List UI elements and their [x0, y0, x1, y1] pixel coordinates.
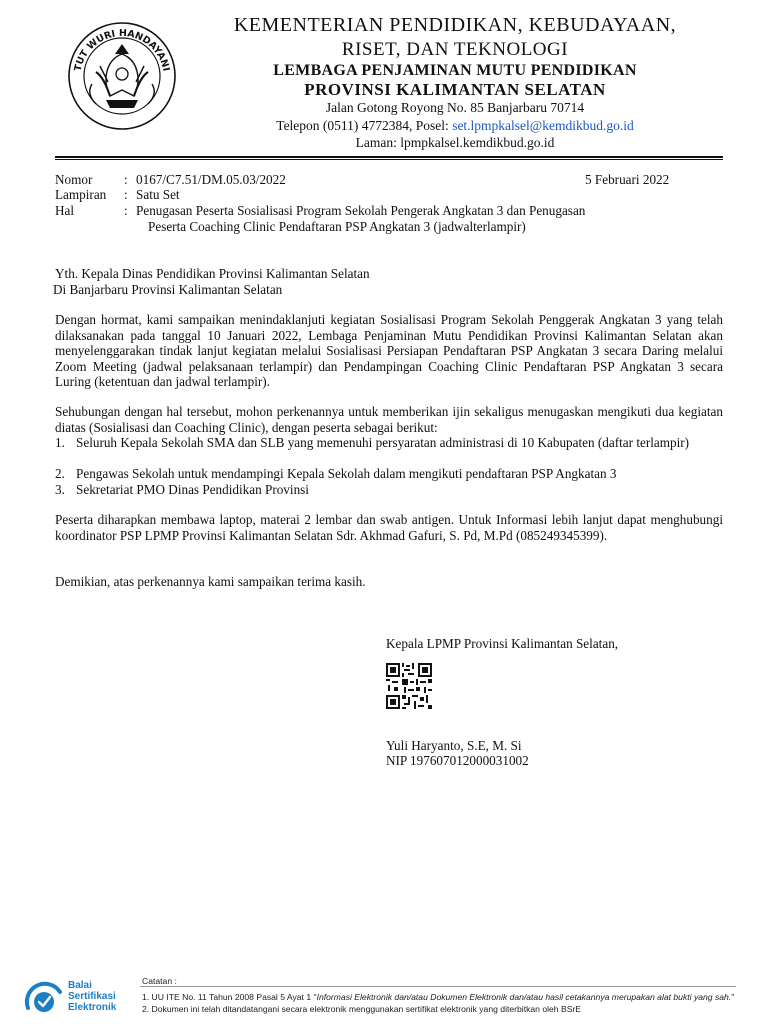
- list-number-1: 1.: [55, 435, 65, 450]
- nomor-value: 0167/C7.51/DM.05.03/2022: [136, 172, 286, 187]
- recipient-line2: Di Banjarbaru Provinsi Kalimantan Selatan: [53, 282, 283, 297]
- bsre-line1: Balai: [68, 980, 92, 991]
- bsre-logo-icon: [22, 978, 66, 1018]
- body-paragraph-1: Dengan hormat, kami sampaikan menindaklanjuti kegiatan Sosialisasi Program Sekolah Penggerak Angkatan 3 yang telah dilaksanakan pada tanggal 10 Januari 2022, Lembaga Penjaminan Mutu Pendidikan Provinsi Kalimantan Selatan akan menyelenggarakan tindak lanjut kegiatan melalui Sosialisasi Persiapan Pendaftaran PSP Angkatan 3 secara Daring melalui Zoom Meeting (jadwal pelaksanaan terlampir) dan Pendampingan Coaching Clinic Pendaftaran PSP Angkatan 3 secara Luring (ketentuan dan jadwal terlampir).: [55, 312, 723, 389]
- footer-note-1-prefix: 1. UU ITE No. 11 Tahun 2008 Pasal 5 Ayat 1 ": [142, 992, 317, 1002]
- contact-line: [190, 118, 720, 134]
- recipient-line1: Yth. Kepala Dinas Pendidikan Provinsi Kalimantan Selatan: [55, 266, 370, 281]
- province-name: PROVINSI KALIMANTAN SELATAN: [304, 80, 606, 99]
- list-number-3: 3.: [55, 482, 65, 497]
- signatory-nip: NIP 197607012000031002: [386, 753, 529, 768]
- footer-catatan: Catatan :: [142, 976, 177, 986]
- logo-motto: TUT WURI HANDAYANI: [72, 27, 172, 73]
- list-item-1: Seluruh Kepala Sekolah SMA dan SLB yang memenuhi persyaratan administrasi di 10 Kabupaten (daftar terlampir): [76, 435, 690, 450]
- address: Jalan Gotong Royong No. 85 Banjarbaru 70714: [325, 100, 585, 115]
- body-paragraph-3: Peserta diharapkan membawa laptop, materai 2 lembar dan swab antigen. Untuk Informasi lebih lanjut dapat menghubungi koordinator PSP LPMP Provinsi Kalimantan Selatan Sdr. Akhmad Gafuri, S. Pd, M.Pd (085249345399).: [55, 512, 723, 543]
- hal-label: Hal: [55, 203, 75, 218]
- lampiran-colon: :: [124, 187, 128, 202]
- phone-text: Telepon (0511) 4772384, Posel:: [276, 118, 453, 133]
- list-item-3: Sekretariat PMO Dinas Pendidikan Provinsi: [76, 482, 309, 497]
- body-paragraph-2: Sehubungan dengan hal tersebut, mohon perkenannya untuk memberikan ijin sekaligus menugaskan mengikuti dua kegiatan diatas (Sosialisasi dan Coaching Clinic), dengan peserta sebagai berikut:: [55, 404, 723, 435]
- footer-note-2: 2. Dokumen ini telah ditandatangani secara elektronik menggunakan sertifikat elektronik yang diterbitkan oleh BSrE: [142, 1004, 582, 1014]
- bsre-wordmark: [68, 980, 116, 1013]
- nomor-colon: :: [124, 172, 128, 187]
- bsre-line3: Elektronik: [68, 1002, 117, 1013]
- letter-date: 5 Februari 2022: [585, 172, 670, 187]
- ministry-name-line2: RISET, DAN TEKNOLOGI: [341, 39, 569, 60]
- footer-rule: [140, 986, 736, 987]
- website-line: Laman: lpmpkalsel.kemdikbud.go.id: [355, 135, 555, 150]
- lampiran-label: Lampiran: [55, 187, 107, 202]
- hal-value-line1: Penugasan Peserta Sosialisasi Program Sekolah Pengerak Angkatan 3 dan Penugasan: [136, 203, 586, 218]
- letterhead-rule-thick: [55, 156, 723, 158]
- qr-code-icon: [386, 663, 432, 709]
- footer-note-1: [142, 992, 734, 1002]
- signatory-name: Yuli Haryanto, S.E, M. Si: [386, 738, 522, 753]
- footer-note-1-suffix: ": [731, 992, 735, 1002]
- body-paragraph-4: Demikian, atas perkenannya kami sampaikan terima kasih.: [55, 574, 366, 589]
- ministry-name-line1: KEMENTERIAN PENDIDIKAN, KEBUDAYAAN,: [233, 14, 677, 36]
- list-number-2: 2.: [55, 466, 65, 481]
- signatory-title: Kepala LPMP Provinsi Kalimantan Selatan,: [386, 636, 619, 651]
- lampiran-value: Satu Set: [136, 187, 180, 202]
- hal-colon: :: [124, 203, 128, 218]
- tut-wuri-handayani-logo-icon: [66, 20, 178, 132]
- nomor-label: Nomor: [55, 172, 93, 187]
- list-item-2: Pengawas Sekolah untuk mendampingi Kepala Sekolah dalam mengikuti pendaftaran PSP Angkatan 3: [76, 466, 617, 481]
- letterhead-rule-thin: [55, 159, 723, 160]
- footer-note-1-quote: Informasi Elektronik dan/atau Dokumen Elektronik dan/atau hasil cetakannya merupakan alat bukti yang sah.: [316, 992, 732, 1002]
- bsre-line2: Sertifikasi: [68, 991, 116, 1002]
- institution-name: LEMBAGA PENJAMINAN MUTU PENDIDIKAN: [273, 62, 637, 79]
- email-link[interactable]: set.lpmpkalsel@kemdikbud.go.id: [452, 118, 634, 133]
- hal-value-line2: Peserta Coaching Clinic Pendaftaran PSP Angkatan 3 (jadwalterlampir): [148, 219, 526, 234]
